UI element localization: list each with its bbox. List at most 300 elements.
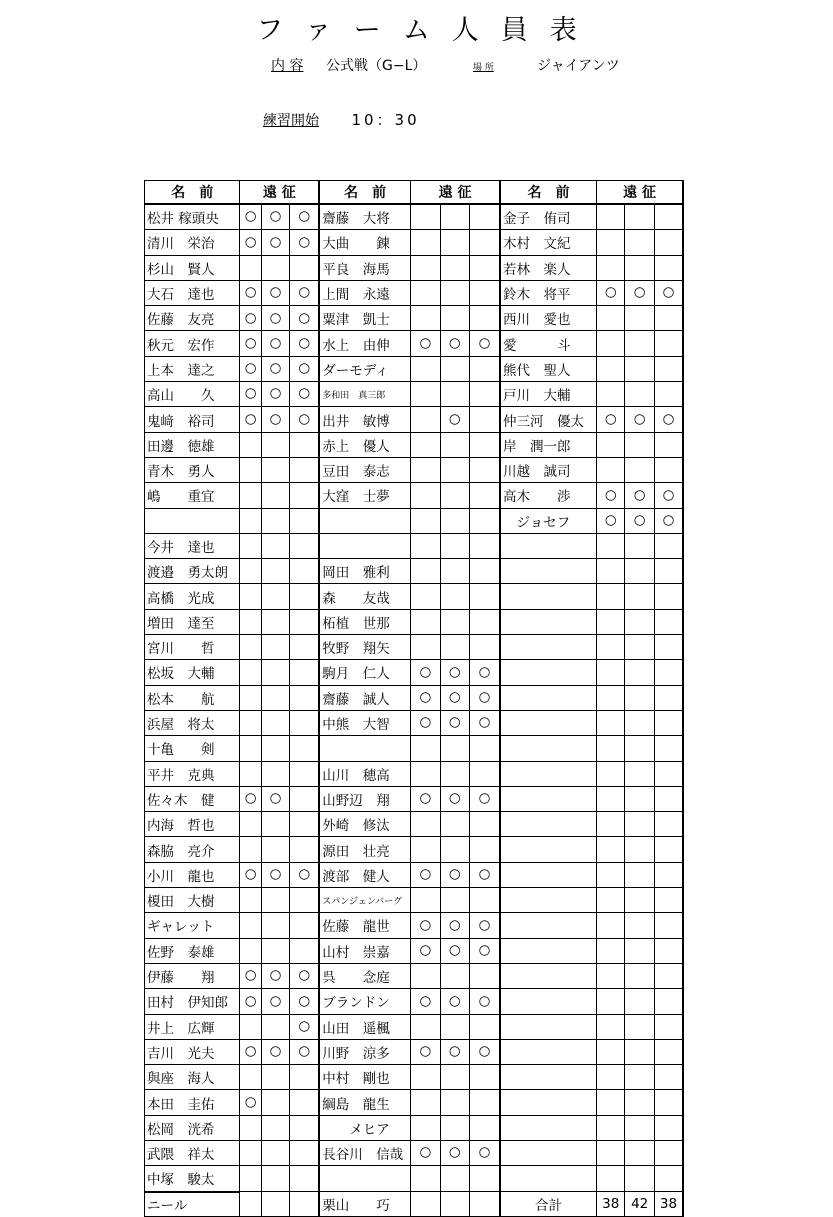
player-name: 吉川 光夫 — [145, 1039, 240, 1064]
table-row — [145, 1115, 684, 1140]
ensei-mark — [411, 837, 440, 862]
ensei-mark — [240, 432, 261, 457]
ensei-mark: ○ — [470, 938, 500, 963]
empty-cell — [500, 989, 597, 1014]
ensei-mark: ○ — [411, 1039, 440, 1064]
ensei-mark — [411, 559, 440, 584]
ensei-mark — [290, 761, 319, 786]
ensei-mark — [240, 1166, 261, 1191]
table-row — [145, 508, 684, 533]
table-row — [145, 938, 684, 963]
table-row — [145, 306, 684, 331]
ensei-mark — [440, 457, 469, 482]
player-name: 内海 哲也 — [145, 812, 240, 837]
empty-cell — [500, 685, 597, 710]
empty-cell — [654, 533, 683, 558]
player-name: スパンジェンバーグ — [319, 888, 410, 913]
ensei-mark — [411, 609, 440, 634]
table-row — [145, 1090, 684, 1115]
player-name: 本田 圭佑 — [145, 1090, 240, 1115]
empty-cell — [654, 938, 683, 963]
ensei-mark: ○ — [440, 660, 469, 685]
ensei-mark — [411, 1191, 440, 1216]
empty-cell — [654, 660, 683, 685]
empty-cell — [597, 761, 625, 786]
ensei-mark — [261, 1191, 289, 1216]
ensei-mark: ○ — [597, 407, 625, 432]
ensei-mark — [290, 1166, 319, 1191]
ensei-mark — [261, 1090, 289, 1115]
empty-cell — [500, 963, 597, 988]
ensei-mark: ○ — [261, 963, 289, 988]
empty-cell — [654, 1115, 683, 1140]
player-name: 高橋 光成 — [145, 584, 240, 609]
player-name: 山野辺 翔 — [319, 786, 410, 811]
table-row — [145, 660, 684, 685]
ensei-mark — [470, 533, 500, 558]
ensei-mark — [440, 635, 469, 660]
ensei-mark — [290, 786, 319, 811]
player-name: 出井 敏博 — [319, 407, 410, 432]
empty-cell — [597, 938, 625, 963]
ensei-mark — [290, 609, 319, 634]
empty-cell — [654, 1140, 683, 1165]
ensei-mark — [470, 963, 500, 988]
ensei-mark — [261, 1065, 289, 1090]
empty-cell — [500, 584, 597, 609]
ensei-mark — [290, 1191, 319, 1216]
basho-value: ジャイアンツ — [537, 58, 620, 74]
ensei-mark: ○ — [240, 280, 261, 305]
ensei-mark — [411, 255, 440, 280]
ensei-mark — [261, 508, 289, 533]
empty-cell — [500, 660, 597, 685]
ensei-mark: ○ — [625, 407, 654, 432]
player-name: 高木 渉 — [500, 483, 597, 508]
table-row — [145, 989, 684, 1014]
ensei-mark: ○ — [654, 483, 683, 508]
ensei-mark: ○ — [290, 356, 319, 381]
ensei-mark — [411, 1166, 440, 1191]
ensei-mark — [440, 812, 469, 837]
empty-cell — [500, 812, 597, 837]
table-row — [145, 204, 684, 230]
ensei-mark — [411, 306, 440, 331]
player-name: 十亀 剣 — [145, 736, 240, 761]
player-name: 岡田 雅利 — [319, 559, 410, 584]
ensei-mark: ○ — [290, 1014, 319, 1039]
ensei-mark — [240, 888, 261, 913]
practice-info — [263, 109, 420, 130]
ensei-mark — [411, 888, 440, 913]
col1-ensei-header: 遠 征 — [240, 181, 319, 205]
ensei-mark — [261, 761, 289, 786]
practice-time: 10：30 — [351, 111, 420, 129]
empty-cell — [597, 812, 625, 837]
empty-cell — [654, 761, 683, 786]
player-name: 佐野 泰雄 — [145, 938, 240, 963]
ensei-mark — [470, 230, 500, 255]
total-value: 42 — [625, 1191, 654, 1216]
empty-cell — [500, 862, 597, 887]
ensei-mark — [440, 888, 469, 913]
ensei-mark — [261, 837, 289, 862]
roster-table — [144, 180, 684, 1217]
player-name: 嶋 重宜 — [145, 483, 240, 508]
empty-cell — [654, 584, 683, 609]
player-name: 井上 広輝 — [145, 1014, 240, 1039]
player-name: 大曲 錬 — [319, 230, 410, 255]
player-name: 鈴木 将平 — [500, 280, 597, 305]
empty-cell — [625, 989, 654, 1014]
naiyou-value: 公式戦（G−L） — [326, 58, 427, 74]
ensei-mark: ○ — [597, 483, 625, 508]
player-name: 豆田 泰志 — [319, 457, 410, 482]
player-name: 中熊 大智 — [319, 710, 410, 735]
player-name: 長谷川 信哉 — [319, 1140, 410, 1165]
col2-ensei-header: 遠 征 — [411, 181, 500, 205]
ensei-mark — [290, 1090, 319, 1115]
ensei-mark — [240, 1140, 261, 1165]
empty-cell — [500, 938, 597, 963]
player-name: 岸 潤一郎 — [500, 432, 597, 457]
table-row — [145, 888, 684, 913]
ensei-mark — [290, 483, 319, 508]
empty-cell — [625, 786, 654, 811]
empty-cell — [500, 1039, 597, 1064]
table-row — [145, 432, 684, 457]
ensei-mark: ○ — [261, 862, 289, 887]
col3-ensei-header: 遠 征 — [597, 181, 683, 205]
empty-cell — [625, 710, 654, 735]
ensei-mark: ○ — [290, 280, 319, 305]
player-name: 大石 達也 — [145, 280, 240, 305]
player-name: 柘植 世那 — [319, 609, 410, 634]
empty-cell — [625, 888, 654, 913]
ensei-mark — [261, 685, 289, 710]
table-row — [145, 584, 684, 609]
empty-cell — [597, 989, 625, 1014]
table-row — [145, 483, 684, 508]
player-name: 田村 伊知郎 — [145, 989, 240, 1014]
ensei-mark — [625, 382, 654, 407]
ensei-mark — [625, 204, 654, 230]
ensei-mark — [240, 1014, 261, 1039]
empty-cell — [654, 1166, 683, 1191]
empty-cell — [625, 559, 654, 584]
player-name: 渡部 健人 — [319, 862, 410, 887]
empty-cell — [500, 635, 597, 660]
player-name: ジョセフ — [500, 508, 597, 533]
ensei-mark: ○ — [470, 786, 500, 811]
ensei-mark — [597, 306, 625, 331]
player-name: 浜屋 将太 — [145, 710, 240, 735]
player-name: 松坂 大輔 — [145, 660, 240, 685]
ensei-mark — [261, 457, 289, 482]
ensei-mark — [290, 508, 319, 533]
player-name: 源田 壮亮 — [319, 837, 410, 862]
empty-cell — [625, 1166, 654, 1191]
ensei-mark — [440, 255, 469, 280]
player-name: 栗山 巧 — [319, 1191, 410, 1216]
ensei-mark: ○ — [290, 331, 319, 356]
ensei-mark — [470, 306, 500, 331]
ensei-mark: ○ — [261, 786, 289, 811]
player-name: 森脇 亮介 — [145, 837, 240, 862]
ensei-mark — [261, 1166, 289, 1191]
ensei-mark — [290, 255, 319, 280]
ensei-mark — [290, 1140, 319, 1165]
ensei-mark — [470, 255, 500, 280]
ensei-mark — [411, 356, 440, 381]
page-title: ファーム人員表 — [256, 15, 599, 46]
ensei-mark: ○ — [440, 407, 469, 432]
ensei-mark — [625, 356, 654, 381]
ensei-mark: ○ — [625, 483, 654, 508]
table-header-row — [145, 181, 684, 205]
ensei-mark — [470, 812, 500, 837]
empty-cell — [625, 1039, 654, 1064]
ensei-mark — [411, 483, 440, 508]
player-name: 松井 稼頭央 — [145, 204, 240, 230]
ensei-mark — [240, 710, 261, 735]
ensei-mark — [470, 559, 500, 584]
empty-cell — [654, 736, 683, 761]
ensei-mark — [597, 356, 625, 381]
empty-cell — [597, 1090, 625, 1115]
player-name: 中塚 駿太 — [145, 1166, 240, 1191]
ensei-mark — [290, 559, 319, 584]
player-name: 田邊 徳雄 — [145, 432, 240, 457]
table-row — [145, 685, 684, 710]
empty-cell — [654, 812, 683, 837]
ensei-mark: ○ — [440, 710, 469, 735]
table-row — [145, 786, 684, 811]
table-row — [145, 1039, 684, 1064]
empty-cell — [625, 584, 654, 609]
player-name: 呉 念庭 — [319, 963, 410, 988]
ensei-mark — [411, 204, 440, 230]
table-row — [145, 382, 684, 407]
ensei-mark — [625, 230, 654, 255]
ensei-mark — [240, 913, 261, 938]
empty-cell — [597, 786, 625, 811]
empty-cell — [654, 913, 683, 938]
ensei-mark — [597, 230, 625, 255]
ensei-mark — [440, 584, 469, 609]
ensei-mark — [440, 432, 469, 457]
player-name — [145, 508, 240, 533]
player-name: 粟津 凱士 — [319, 306, 410, 331]
ensei-mark — [597, 432, 625, 457]
empty-cell — [625, 1014, 654, 1039]
player-name: ダーモディ — [319, 356, 410, 381]
player-name: 平井 克典 — [145, 761, 240, 786]
ensei-mark — [470, 457, 500, 482]
ensei-mark — [290, 888, 319, 913]
player-name: ギャレット — [145, 913, 240, 938]
ensei-mark: ○ — [240, 306, 261, 331]
ensei-mark — [240, 761, 261, 786]
player-name: 杉山 賢人 — [145, 255, 240, 280]
ensei-mark — [440, 382, 469, 407]
ensei-mark: ○ — [240, 1039, 261, 1064]
ensei-mark — [411, 963, 440, 988]
ensei-mark — [240, 1115, 261, 1140]
ensei-mark: ○ — [411, 1140, 440, 1165]
ensei-mark — [654, 204, 683, 230]
player-name: 川越 誠司 — [500, 457, 597, 482]
ensei-mark — [440, 1065, 469, 1090]
empty-cell — [625, 1140, 654, 1165]
player-name: 中村 剛也 — [319, 1065, 410, 1090]
ensei-mark — [625, 457, 654, 482]
table-row — [145, 736, 684, 761]
ensei-mark: ○ — [240, 1090, 261, 1115]
col2-name-header: 名 前 — [319, 181, 410, 205]
player-name: 平良 海馬 — [319, 255, 410, 280]
ensei-mark: ○ — [470, 331, 500, 356]
empty-cell — [625, 761, 654, 786]
ensei-mark — [470, 635, 500, 660]
ensei-mark — [654, 255, 683, 280]
ensei-mark — [654, 306, 683, 331]
empty-cell — [500, 888, 597, 913]
player-name: 外崎 修汰 — [319, 812, 410, 837]
ensei-mark — [654, 432, 683, 457]
total-label: 合計 — [500, 1191, 597, 1216]
empty-cell — [625, 609, 654, 634]
ensei-mark — [470, 609, 500, 634]
ensei-mark — [470, 1191, 500, 1216]
empty-cell — [597, 888, 625, 913]
player-name — [319, 508, 410, 533]
ensei-mark — [597, 255, 625, 280]
empty-cell — [500, 786, 597, 811]
ensei-mark: ○ — [290, 230, 319, 255]
ensei-mark — [411, 812, 440, 837]
total-value: 38 — [597, 1191, 625, 1216]
empty-cell — [654, 1039, 683, 1064]
player-name — [319, 533, 410, 558]
empty-cell — [597, 635, 625, 660]
ensei-mark: ○ — [261, 280, 289, 305]
ensei-mark: ○ — [290, 204, 319, 230]
ensei-mark — [240, 635, 261, 660]
empty-cell — [597, 862, 625, 887]
ensei-mark: ○ — [470, 1039, 500, 1064]
ensei-mark — [411, 1090, 440, 1115]
ensei-mark: ○ — [470, 989, 500, 1014]
empty-cell — [625, 837, 654, 862]
ensei-mark: ○ — [290, 407, 319, 432]
ensei-mark — [470, 1115, 500, 1140]
empty-cell — [500, 761, 597, 786]
player-name: 鬼﨑 裕司 — [145, 407, 240, 432]
table-row — [145, 230, 684, 255]
player-name: 佐藤 友亮 — [145, 306, 240, 331]
empty-cell — [500, 1090, 597, 1115]
table-row — [145, 963, 684, 988]
player-name: 戸川 大輔 — [500, 382, 597, 407]
ensei-mark — [261, 559, 289, 584]
player-name: 今井 達也 — [145, 533, 240, 558]
ensei-mark — [440, 356, 469, 381]
player-name: 駒月 仁人 — [319, 660, 410, 685]
table-row — [145, 559, 684, 584]
empty-cell — [500, 710, 597, 735]
empty-cell — [597, 584, 625, 609]
ensei-mark — [440, 533, 469, 558]
ensei-mark — [470, 204, 500, 230]
ensei-mark: ○ — [240, 862, 261, 887]
naiyou-label: 内 容 — [271, 58, 304, 74]
empty-cell — [625, 862, 654, 887]
ensei-mark — [261, 584, 289, 609]
ensei-mark — [470, 1014, 500, 1039]
ensei-mark — [411, 508, 440, 533]
player-name: 西川 愛也 — [500, 306, 597, 331]
ensei-mark — [440, 736, 469, 761]
empty-cell — [654, 963, 683, 988]
ensei-mark — [411, 584, 440, 609]
ensei-mark — [597, 204, 625, 230]
ensei-mark: ○ — [240, 407, 261, 432]
ensei-mark — [261, 635, 289, 660]
empty-cell — [597, 533, 625, 558]
empty-cell — [625, 812, 654, 837]
empty-cell — [654, 837, 683, 862]
ensei-mark — [440, 559, 469, 584]
ensei-mark: ○ — [240, 204, 261, 230]
empty-cell — [625, 938, 654, 963]
ensei-mark — [470, 1065, 500, 1090]
empty-cell — [500, 1140, 597, 1165]
ensei-mark: ○ — [240, 382, 261, 407]
ensei-mark — [597, 331, 625, 356]
ensei-mark — [597, 457, 625, 482]
player-name: 大窪 士夢 — [319, 483, 410, 508]
table-row — [145, 1166, 684, 1191]
ensei-mark — [411, 230, 440, 255]
ensei-mark — [440, 1166, 469, 1191]
table-row — [145, 1140, 684, 1165]
player-name — [319, 1166, 410, 1191]
ensei-mark: ○ — [240, 963, 261, 988]
player-name: 清川 栄治 — [145, 230, 240, 255]
ensei-mark: ○ — [261, 407, 289, 432]
ensei-mark — [654, 457, 683, 482]
player-name: 伊藤 翔 — [145, 963, 240, 988]
ensei-mark — [261, 1140, 289, 1165]
ensei-mark — [261, 255, 289, 280]
empty-cell — [654, 1014, 683, 1039]
empty-cell — [500, 559, 597, 584]
ensei-mark: ○ — [470, 710, 500, 735]
ensei-mark — [240, 685, 261, 710]
ensei-mark: ○ — [261, 230, 289, 255]
ensei-mark — [470, 888, 500, 913]
ensei-mark: ○ — [240, 356, 261, 381]
empty-cell — [597, 963, 625, 988]
ensei-mark — [654, 331, 683, 356]
ensei-mark — [290, 938, 319, 963]
ensei-mark — [290, 1115, 319, 1140]
player-name: 川野 涼多 — [319, 1039, 410, 1064]
empty-cell — [625, 963, 654, 988]
player-name: 高山 久 — [145, 382, 240, 407]
ensei-mark: ○ — [440, 938, 469, 963]
